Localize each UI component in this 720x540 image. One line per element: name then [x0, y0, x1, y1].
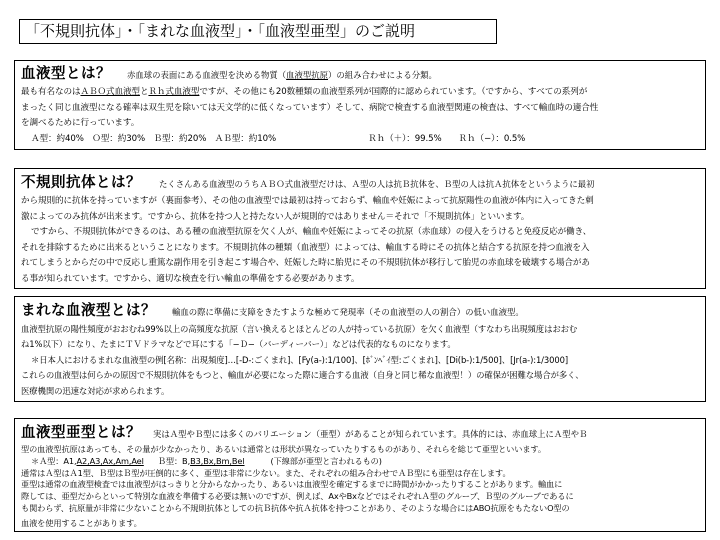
section-heading: 不規則抗体とは？ [21, 175, 141, 191]
section-lead: 実はＡ型やＢ型には多くのバリエーション（亜型）があることが知られています。具体的には、赤血球上にＡ型やＢ [153, 429, 588, 439]
section-lead: たくさんある血液型のうちＡＢＯ式血液型だけは、Ａ型の人は抗Ｂ抗体を、Ｂ型の人は抗Ａ抗体をというように最初 [159, 179, 595, 189]
section-rare-blood-type [14, 296, 706, 402]
section-lead: 赤血球の表面にある血液型を決める物質（血液型抗原）の組み合わせによる分類。 [127, 70, 437, 80]
subtype-examples: ＊Ａ型：A1,A2,A3,Ax,Am,Ael Ｂ型：B,B3,Bx,Bm,Bel (下線部が亜型と言われるもの) [31, 455, 382, 466]
body-line: 亜型は通常の血液型検査では血液型がはっきりと分からなかったり、あるいは血液型を確定するまでに時間がかかったりすることがあります。輸血に [21, 479, 563, 490]
body-line: を調べるために行っています。 [21, 118, 140, 128]
body-line: 型の血液型抗原はあっても、その量が少なかったり、あるいは通常とは形状が異なっていたりするものがあり、それらを総じて亜型といいます。 [21, 444, 546, 454]
section-blood-subtype [14, 418, 706, 532]
body-line: まったく同じ血液型になる確率は双生児を除いては天文学的に低くなっています）そして、病院で検査する血液型関連の検査は、すべて輸血時の適合性 [21, 102, 599, 113]
body-line: 血液を使用することがあります。 [21, 517, 142, 528]
body-line: る事が知られています。ですから、適切な検査を行い輸血の準備をする必要があります。 [21, 273, 360, 284]
body-line: から規則的に抗体を持っていますが（裏面参考）、その他の血液型では最初は持っておらず、輸血や妊娠によって抗原陽性の血液が体内に入ってきた刺 [21, 196, 594, 206]
body-line: これらの血液型は何らかの原因で不規則抗体をもつと、輸血が必要になった際に適合する血液（自身と同じ稀な血液型！）の確保が困難な場合が多く、 [21, 370, 584, 381]
body-line: ですから、不規則抗体ができるのは、ある種の血液型抗原を欠く人が、輸血や妊娠によってその抗原（赤血球）の侵入をうけると免疫反応が働き、 [31, 227, 592, 237]
body-line: 際しては、亜型だからといって特別な血液を準備する必要は無いのですが、例えば、AxやBxなどではそれぞれＡ型のグループ、Ｂ型のグループであるに [21, 491, 574, 502]
section-heading: まれな血液型とは？ [21, 303, 156, 319]
body-line: 血液型抗原の陽性頻度がおおむね99%以上の高頻度な抗原（言い換えるとほとんどの人が持っている抗原）を欠く血液型（すなわち出現頻度はおおむ [21, 324, 578, 334]
body-line: 通常はＡ型はＡ1型、Ｂ型はＢ型が圧倒的に多く、亜型は非常に少ない。また、それぞれの組み合わせでＡＢ型にも亜型は存在します。 [21, 467, 511, 478]
section-irregular-antibody [14, 168, 706, 289]
section-heading: 血液型亜型とは？ [21, 425, 141, 441]
body-line: 医療機関の迅速な対応が求められます。 [21, 385, 170, 396]
body-line: ね1%以下）になり、たまにＴＶドラマなどで耳にする「−Ｄ−（バーディーバー）」などは代表的なものになります。 [21, 339, 456, 350]
body-line: も関わらず、抗原量が非常に少ないことから不規則抗体としての抗Ｂ抗体や抗Ａ抗体を持つことがあり、そのような場合にはABO抗原をもたないO型の [21, 502, 570, 513]
section-lead: 輸血の際に準備に支障をきたすような極めて発現率（その血液型の人の割合）の低い血液型。 [172, 307, 524, 317]
section-heading: 血液型とは？ [21, 66, 111, 82]
body-line: 激によってのみ抗体が出来ます。ですから、抗体を持つ人と持たない人が規則的ではありません＝それで「不規則抗体」といいます。 [21, 211, 530, 222]
page-title: 「不規則抗体」・「まれな血液型」・「血液型亜型」のご説明 [19, 19, 497, 44]
body-line: れてしまうとからだの中で反応し重篤な副作用を引き起こす場合や、妊娠した時に胎児にその不規則抗体が移行して胎児の赤血球を破壊する場合があ [21, 258, 590, 268]
body-line: それを排除するために出来るということになります。不規則抗体の種類（血液型）によっては、輸血する時にその抗体と結合する抗原を持つ血液を入 [21, 242, 590, 253]
frequency-line: Ａ型：約40% Ｏ型：約30% Ｂ型：約20% ＡＢ型：約10% Ｒｈ（＋）：99.5% Ｒｈ（−）：0.5% [31, 133, 526, 144]
rare-type-examples: ＊日本人におけるまれな血液型の例[名称：出現頻度]…[-D-:ごくまれ]、[Fy(a-):1/100]、[ﾎﾞﾝﾍﾞｲ型:ごくまれ]、[Di(b-):1/500]、[Jr(a-):1/3000] [31, 354, 568, 365]
section-blood-type [14, 60, 706, 150]
body-line: 最も有名なのはＡＢＯ式血液型とＲｈ式血液型ですが、その他にも20数種類の血液型系列が国際的に認められています。（ですから、すべての系列が [21, 87, 588, 97]
